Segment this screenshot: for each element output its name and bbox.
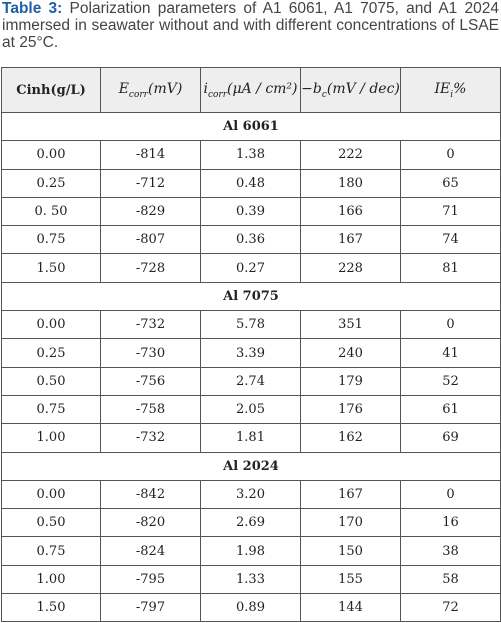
table-cell: -829 [101,197,201,225]
table-cell: 167 [301,226,401,254]
table-cell: 3.20 [201,480,301,508]
table-row [2,311,501,339]
table-cell: -842 [101,480,201,508]
table-cell: 0.48 [201,169,301,197]
table-row [2,169,501,197]
table-row [2,594,501,622]
table-cell: 0.27 [201,254,301,282]
table-cell: 0.75 [2,537,101,565]
caption-text: Polarization parameters of A1 6061, A1 7075, and A1 2024 immersed in seawater without and with different concentrations of LSAE at 25°C. [2,0,499,51]
table-cell: 0.00 [2,480,101,508]
table-cell: 150 [301,537,401,565]
table-cell: 2.69 [201,509,301,537]
table-cell: 0.50 [2,367,101,395]
table-cell: -732 [101,311,201,339]
header-ecorr: $E_{corr}(mV)$ [101,68,201,113]
table-body [2,113,501,622]
group-label: Al 6061 [2,113,501,141]
table-cell: 0 [401,480,501,508]
table-row [2,537,501,565]
header-icorr: $i_{corr}(\mu A / cm^2)$ [201,68,301,113]
table-cell: -795 [101,565,201,593]
table-cell: 162 [301,424,401,452]
table-cell: 0.36 [201,226,301,254]
table-cell: 351 [301,311,401,339]
group-row [2,452,501,480]
table-cell: 2.05 [201,395,301,423]
table-cell: 167 [301,480,401,508]
table-row [2,141,501,169]
table-cell: 1.00 [2,565,101,593]
header-cinh: Cinh(g/L) [2,68,101,113]
table-cell: 0.25 [2,339,101,367]
table-cell: 144 [301,594,401,622]
table-cell: 0.75 [2,395,101,423]
table-row [2,254,501,282]
table-cell: 1.81 [201,424,301,452]
table-row [2,565,501,593]
table-cell: 0. 50 [2,197,101,225]
table-cell: 65 [401,169,501,197]
table-cell: 58 [401,565,501,593]
table-cell: 179 [301,367,401,395]
polarization-table [1,67,501,622]
table-row [2,226,501,254]
table-cell: -730 [101,339,201,367]
table-cell: 2.74 [201,367,301,395]
table-cell: 1.98 [201,537,301,565]
table-cell: -814 [101,141,201,169]
table-row [2,395,501,423]
table-cell: 16 [401,509,501,537]
table-row [2,480,501,508]
table-cell: 0.75 [2,226,101,254]
table-cell: 166 [301,197,401,225]
header-bc: $-b_c(mV / dec)$ [301,68,401,113]
table-cell: -758 [101,395,201,423]
table-cell: 1.50 [2,254,101,282]
group-row [2,282,501,310]
table-cell: 0.00 [2,311,101,339]
table-cell: 176 [301,395,401,423]
table-cell: 69 [401,424,501,452]
table-cell: -732 [101,424,201,452]
header-ie: $IE_i\%$ [401,68,501,113]
table-cell: 180 [301,169,401,197]
table-cell: 0.89 [201,594,301,622]
table-cell: -797 [101,594,201,622]
table-cell: -807 [101,226,201,254]
table-cell: -820 [101,509,201,537]
table-cell: -756 [101,367,201,395]
table-cell: 228 [301,254,401,282]
table-cell: 0.39 [201,197,301,225]
table-cell: 3.39 [201,339,301,367]
header-row [2,68,501,113]
table-cell: 1.00 [2,424,101,452]
table-cell: 1.33 [201,565,301,593]
group-label: Al 2024 [2,452,501,480]
table-row [2,424,501,452]
table-cell: 71 [401,197,501,225]
table-cell: 0 [401,311,501,339]
table-cell: 0.25 [2,169,101,197]
table-cell: 170 [301,509,401,537]
table-cell: 240 [301,339,401,367]
table-cell: 81 [401,254,501,282]
group-label: Al 7075 [2,282,501,310]
table-row [2,197,501,225]
table-cell: 74 [401,226,501,254]
group-row [2,113,501,141]
table-cell: 222 [301,141,401,169]
table-cell: 5.78 [201,311,301,339]
table-cell: 38 [401,537,501,565]
table-cell: -824 [101,537,201,565]
table-cell: 0.50 [2,509,101,537]
table-cell: 1.50 [2,594,101,622]
table-cell: 0.00 [2,141,101,169]
table-row [2,367,501,395]
table-row [2,339,501,367]
table-cell: 1.38 [201,141,301,169]
table-cell: -728 [101,254,201,282]
table-cell: 72 [401,594,501,622]
table-cell: 41 [401,339,501,367]
table-cell: 52 [401,367,501,395]
table-row [2,509,501,537]
table-caption [2,0,499,51]
caption-label: Table 3: [2,0,63,17]
table-cell: -712 [101,169,201,197]
table-cell: 155 [301,565,401,593]
table-cell: 61 [401,395,501,423]
table-cell: 0 [401,141,501,169]
